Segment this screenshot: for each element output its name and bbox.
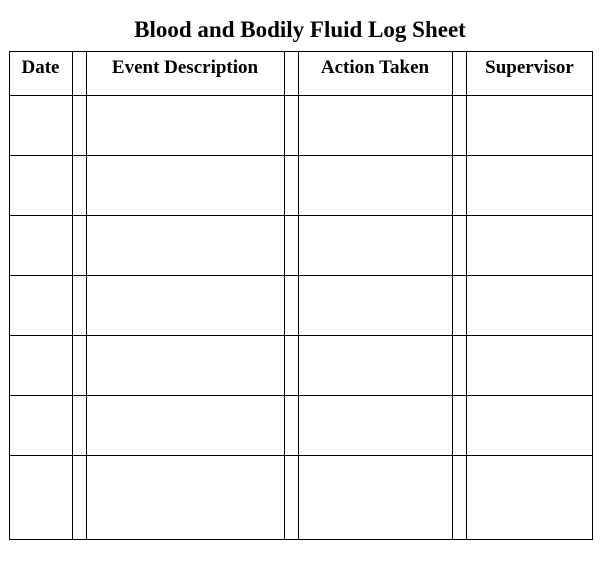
cell-event-description[interactable] — [87, 336, 284, 395]
column-header-date: Date — [21, 57, 60, 78]
cell-date[interactable] — [10, 96, 72, 155]
cell-event-description[interactable] — [87, 396, 284, 455]
cell-action-taken[interactable] — [299, 396, 452, 455]
cell-date[interactable] — [10, 336, 72, 395]
cell-event-description[interactable] — [87, 216, 284, 275]
page-title: Blood and Bodily Fluid Log Sheet — [134, 17, 466, 42]
table-top-border — [9, 51, 593, 52]
cell-action-taken[interactable] — [299, 336, 452, 395]
cell-supervisor[interactable] — [467, 276, 592, 335]
cell-supervisor[interactable] — [467, 336, 592, 395]
column-divider — [452, 51, 453, 540]
cell-date[interactable] — [10, 156, 72, 215]
cell-action-taken[interactable] — [299, 276, 452, 335]
cell-action-taken[interactable] — [299, 216, 452, 275]
cell-date[interactable] — [10, 276, 72, 335]
cell-event-description[interactable] — [87, 276, 284, 335]
cell-supervisor[interactable] — [467, 456, 592, 539]
table-right-border — [592, 51, 593, 540]
cell-event-description[interactable] — [87, 456, 284, 539]
cell-action-taken[interactable] — [299, 96, 452, 155]
cell-date[interactable] — [10, 456, 72, 539]
cell-supervisor[interactable] — [467, 396, 592, 455]
column-header-event-description: Event Description — [111, 57, 259, 78]
cell-action-taken[interactable] — [299, 456, 452, 539]
table-bottom-border — [9, 539, 593, 540]
column-header-action-taken: Action Taken — [320, 57, 430, 78]
cell-event-description[interactable] — [87, 156, 284, 215]
cell-supervisor[interactable] — [467, 96, 592, 155]
cell-supervisor[interactable] — [467, 216, 592, 275]
cell-event-description[interactable] — [87, 96, 284, 155]
column-divider — [72, 51, 73, 540]
cell-date[interactable] — [10, 396, 72, 455]
column-header-supervisor: Supervisor — [485, 57, 574, 78]
column-divider — [284, 51, 285, 540]
cell-supervisor[interactable] — [467, 156, 592, 215]
cell-date[interactable] — [10, 216, 72, 275]
cell-action-taken[interactable] — [299, 156, 452, 215]
